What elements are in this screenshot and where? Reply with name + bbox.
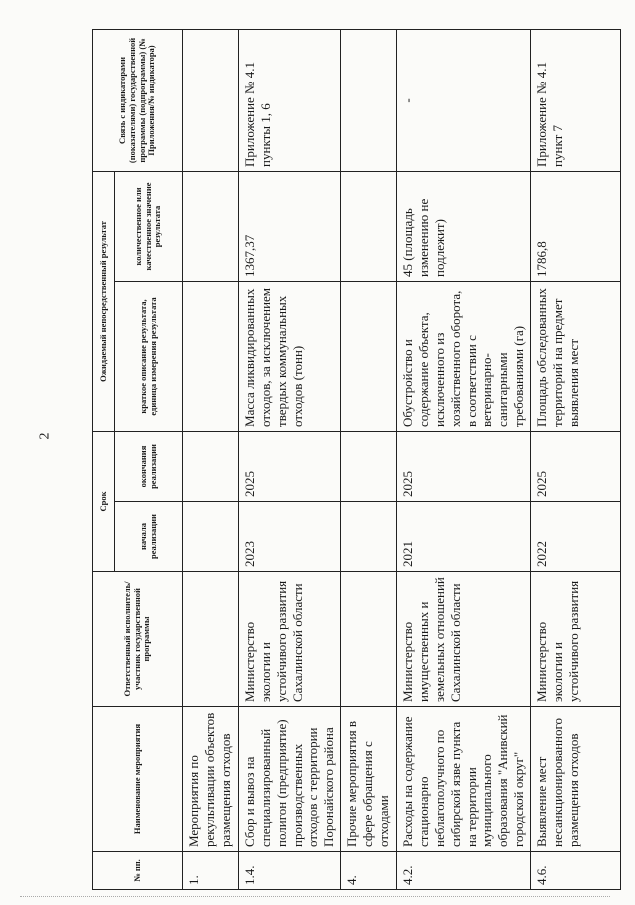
cell-num: 4. bbox=[341, 852, 397, 890]
cell-name: Расходы на содержание стационарно неблагополучного по сибирской язве пункта на территории муниципального образования "Анивский городской округ" bbox=[397, 707, 531, 852]
cell-responsible bbox=[341, 572, 397, 707]
cell-responsible: Министерство имущественных и земельных отношений Сахалинской области bbox=[397, 572, 531, 707]
table-row bbox=[531, 29, 621, 889]
cell-link: Приложение № 4.1 пункты 1, 6 bbox=[239, 29, 341, 171]
header-expected-desc: краткое описание результата, единица измерения результата bbox=[115, 281, 183, 431]
cell-num: 4.6. bbox=[531, 852, 621, 890]
header-expected: Ожидаемый непосредственный результат bbox=[93, 171, 115, 431]
cell-start bbox=[183, 502, 239, 572]
cell-name: Выявление мест несанкционированного размещения отходов bbox=[531, 707, 621, 852]
header-expected-value: количественное или качественное значение результата bbox=[115, 171, 183, 281]
cell-name: Сбор и вывоз на специализированный полигон (предприятие) производственных отходов с территории Поронайского района bbox=[239, 707, 341, 852]
cell-link: Приложение № 4.1 пункт 7 bbox=[531, 29, 621, 171]
cell-responsible: Министерство экологии и устойчивого развития Сахалинской области bbox=[239, 572, 341, 707]
header-row-1 bbox=[93, 29, 115, 889]
header-term-end: окончания реализации bbox=[115, 431, 183, 501]
table-row bbox=[183, 29, 239, 889]
header-term-start: начала реализации bbox=[115, 502, 183, 572]
cell-end bbox=[341, 431, 397, 501]
scan-artifact-line bbox=[20, 896, 610, 898]
cell-desc: Площадь обследованных территорий на предмет выявления мест bbox=[531, 281, 621, 431]
cell-desc bbox=[341, 281, 397, 431]
cell-start: 2023 bbox=[239, 502, 341, 572]
cell-value bbox=[183, 171, 239, 281]
cell-desc: Обустройство и содержание объекта, исключенного из хозяйственного оборота, в соответствии с ветеринарно-санитарными требованиями (га) bbox=[397, 281, 531, 431]
cell-num: 4.2. bbox=[397, 852, 531, 890]
page-number: 2 bbox=[37, 432, 53, 440]
header-name: Наименование мероприятия bbox=[93, 707, 183, 852]
header-responsible: Ответственный исполнитель/участник государственной программы bbox=[93, 572, 183, 707]
table-row bbox=[397, 29, 531, 889]
cell-name: Мероприятия по рекультивации объектов размещения отходов bbox=[183, 707, 239, 852]
cell-responsible: Министерство экологии и устойчивого развития bbox=[531, 572, 621, 707]
cell-start bbox=[341, 502, 397, 572]
header-term: Срок bbox=[93, 431, 115, 571]
table-row bbox=[341, 29, 397, 889]
cell-num: 1.4. bbox=[239, 852, 341, 890]
header-num: № пп. bbox=[93, 852, 183, 890]
cell-name: Прочие мероприятия в сфере обращения с отходами bbox=[341, 707, 397, 852]
cell-value: 45 (площадь изменению не подлежит) bbox=[397, 171, 531, 281]
cell-num: 1. bbox=[183, 852, 239, 890]
cell-value: 1367,37 bbox=[239, 171, 341, 281]
cell-end bbox=[183, 431, 239, 501]
cell-start: 2021 bbox=[397, 502, 531, 572]
cell-end: 2025 bbox=[531, 431, 621, 501]
cell-start: 2022 bbox=[531, 502, 621, 572]
cell-end: 2025 bbox=[397, 431, 531, 501]
measures-table bbox=[92, 29, 621, 890]
cell-value bbox=[341, 171, 397, 281]
cell-link: - bbox=[397, 29, 531, 171]
cell-end: 2025 bbox=[239, 431, 341, 501]
cell-desc: Масса ликвидированных отходов, за исключением твердых коммунальных отходов (тонн) bbox=[239, 281, 341, 431]
cell-link bbox=[341, 29, 397, 171]
header-link: Связь с индикаторами (показателями) государственной программы (подпрограммы) (№ Приложения/№ индикатора) bbox=[93, 29, 183, 171]
cell-desc bbox=[183, 281, 239, 431]
cell-responsible bbox=[183, 572, 239, 707]
cell-link bbox=[183, 29, 239, 171]
cell-value: 1786,8 bbox=[531, 171, 621, 281]
rotated-table-wrapper bbox=[92, 30, 612, 890]
table-row bbox=[239, 29, 341, 889]
